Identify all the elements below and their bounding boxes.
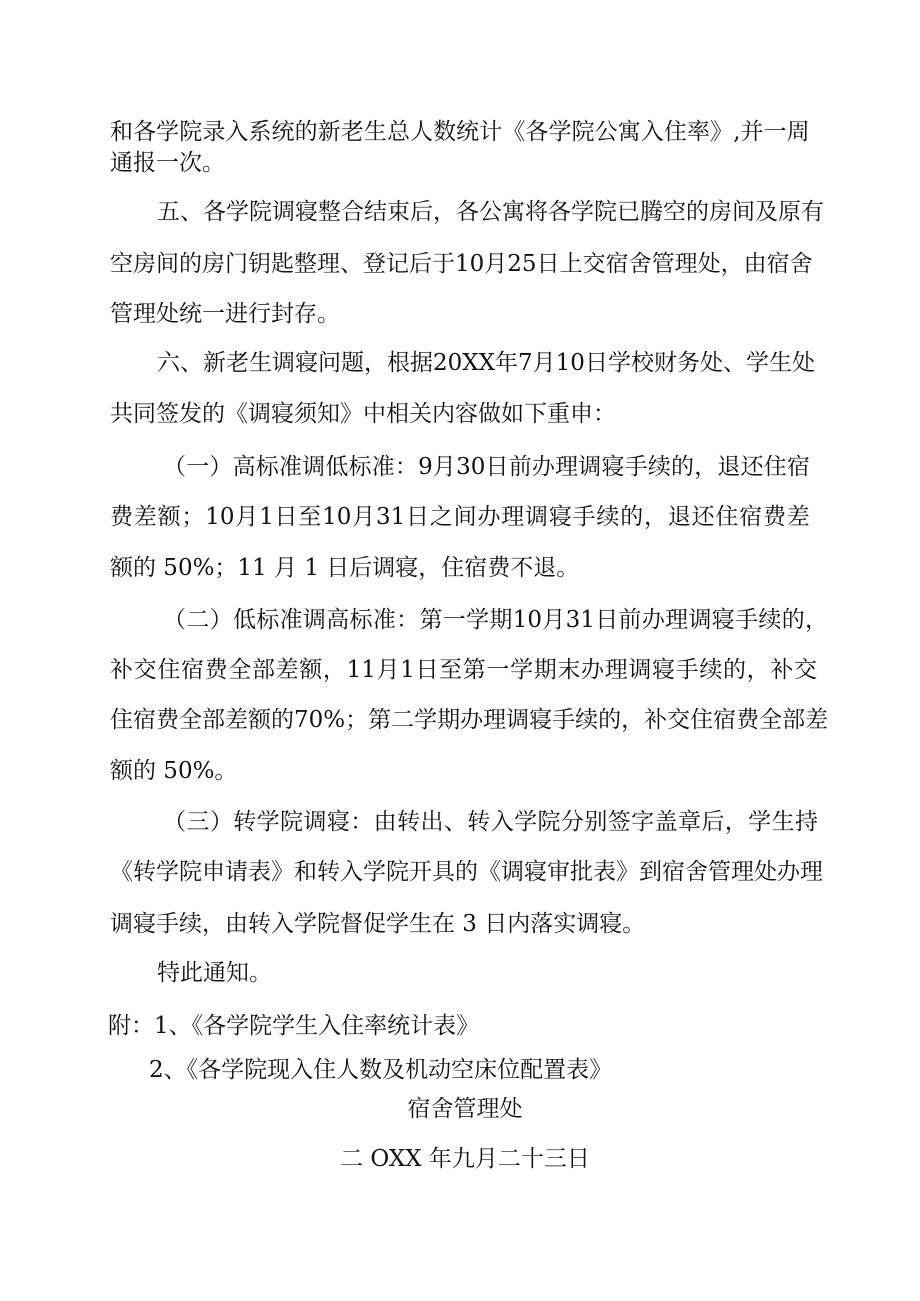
- signature: 宿舍管理处: [407, 1096, 523, 1122]
- text-line: 通报一次。: [110, 150, 225, 176]
- text-line: 空 房 间 的 房 门 钥 匙 整 理 、 登 记 后 于 10 月 25 日 上 交 宿 舍 管 理 处 ， 由 宿 舍: [110, 251, 813, 277]
- text-line: （ 三 ） 转 学 院 调 寝 ： 由 转 出 、 转 入 学 院 分 别 签 字 盖 章 后 ， 学 生 持: [163, 809, 818, 835]
- text-line: 补 交 住 宿 费 全 部 差 额 ， 11 月 1 日 至 第 一 学 期 末 办 理 调 寝 手 续 的 ， 补 交: [110, 657, 817, 683]
- attachment-item: 附：1、《各学院学生入住率统计表》: [108, 1013, 480, 1039]
- text-line: 费 差 额 ； 10 月 1 日 至 10 月 31 日 之 间 办 理 调 寝 手 续 的 ， 退 还 住 宿 费 差: [110, 504, 810, 530]
- notice-line: 特此通知。: [157, 960, 272, 986]
- text-line: 共同签发的《调寝须知》中相关内容做如下重申：: [110, 401, 616, 427]
- text-line: 额的 50%；11 月 1 日后调寝，住宿费不退。: [110, 555, 580, 581]
- text-line: 和 各 学 院 录 入 系 统 的 新 老 生 总 人 数 统 计 《 各 学 院 公 寓 入 住 率 》 , 并 一 周: [110, 119, 810, 145]
- text-line: 管理处统一进行封存。: [110, 301, 340, 327]
- text-line: 调寝手续，由转入学院督促学生在 3 日内落实调寝。: [110, 911, 646, 937]
- attachment-item: 2、《各学院现入住人数及机动空床位配置表》: [149, 1057, 613, 1083]
- text-line: 《 转 学 院 申 请 表 》 和 转 入 学 院 开 具 的 《 调 寝 审 批 表 》 到 宿 舍 管 理 处 办 理: [110, 859, 823, 885]
- text-line: （ 二 ） 低 标 准 调 高 标 准 ： 第 一 学 期 10 月 31 日 前 办 理 调 寝 手 续 的 ，: [163, 607, 828, 633]
- text-line: 住 宿 费 全 部 差 额 的 70% ； 第 二 学 期 办 理 调 寝 手 续 的 ， 补 交 住 宿 费 全 部 差: [110, 707, 829, 733]
- text-line: 额的 50%。: [110, 758, 238, 784]
- text-line: 五 、 各 学 院 调 寝 整 合 结 束 后 ， 各 公 寓 将 各 学 院 已 腾 空 的 房 间 及 原 有: [157, 199, 824, 225]
- issue-date: 二 OXX 年九月二十三日: [340, 1146, 590, 1172]
- text-line: 六 、 新 老 生 调 寝 问 题 ， 根 据 20XX 年 7 月 10 日 学 校 财 务 处 、 学 生 处: [157, 350, 815, 376]
- text-line: （ 一 ） 高 标 准 调 低 标 准 ： 9 月 30 日 前 办 理 调 寝 手 续 的 ， 退 还 住 宿: [163, 454, 810, 480]
